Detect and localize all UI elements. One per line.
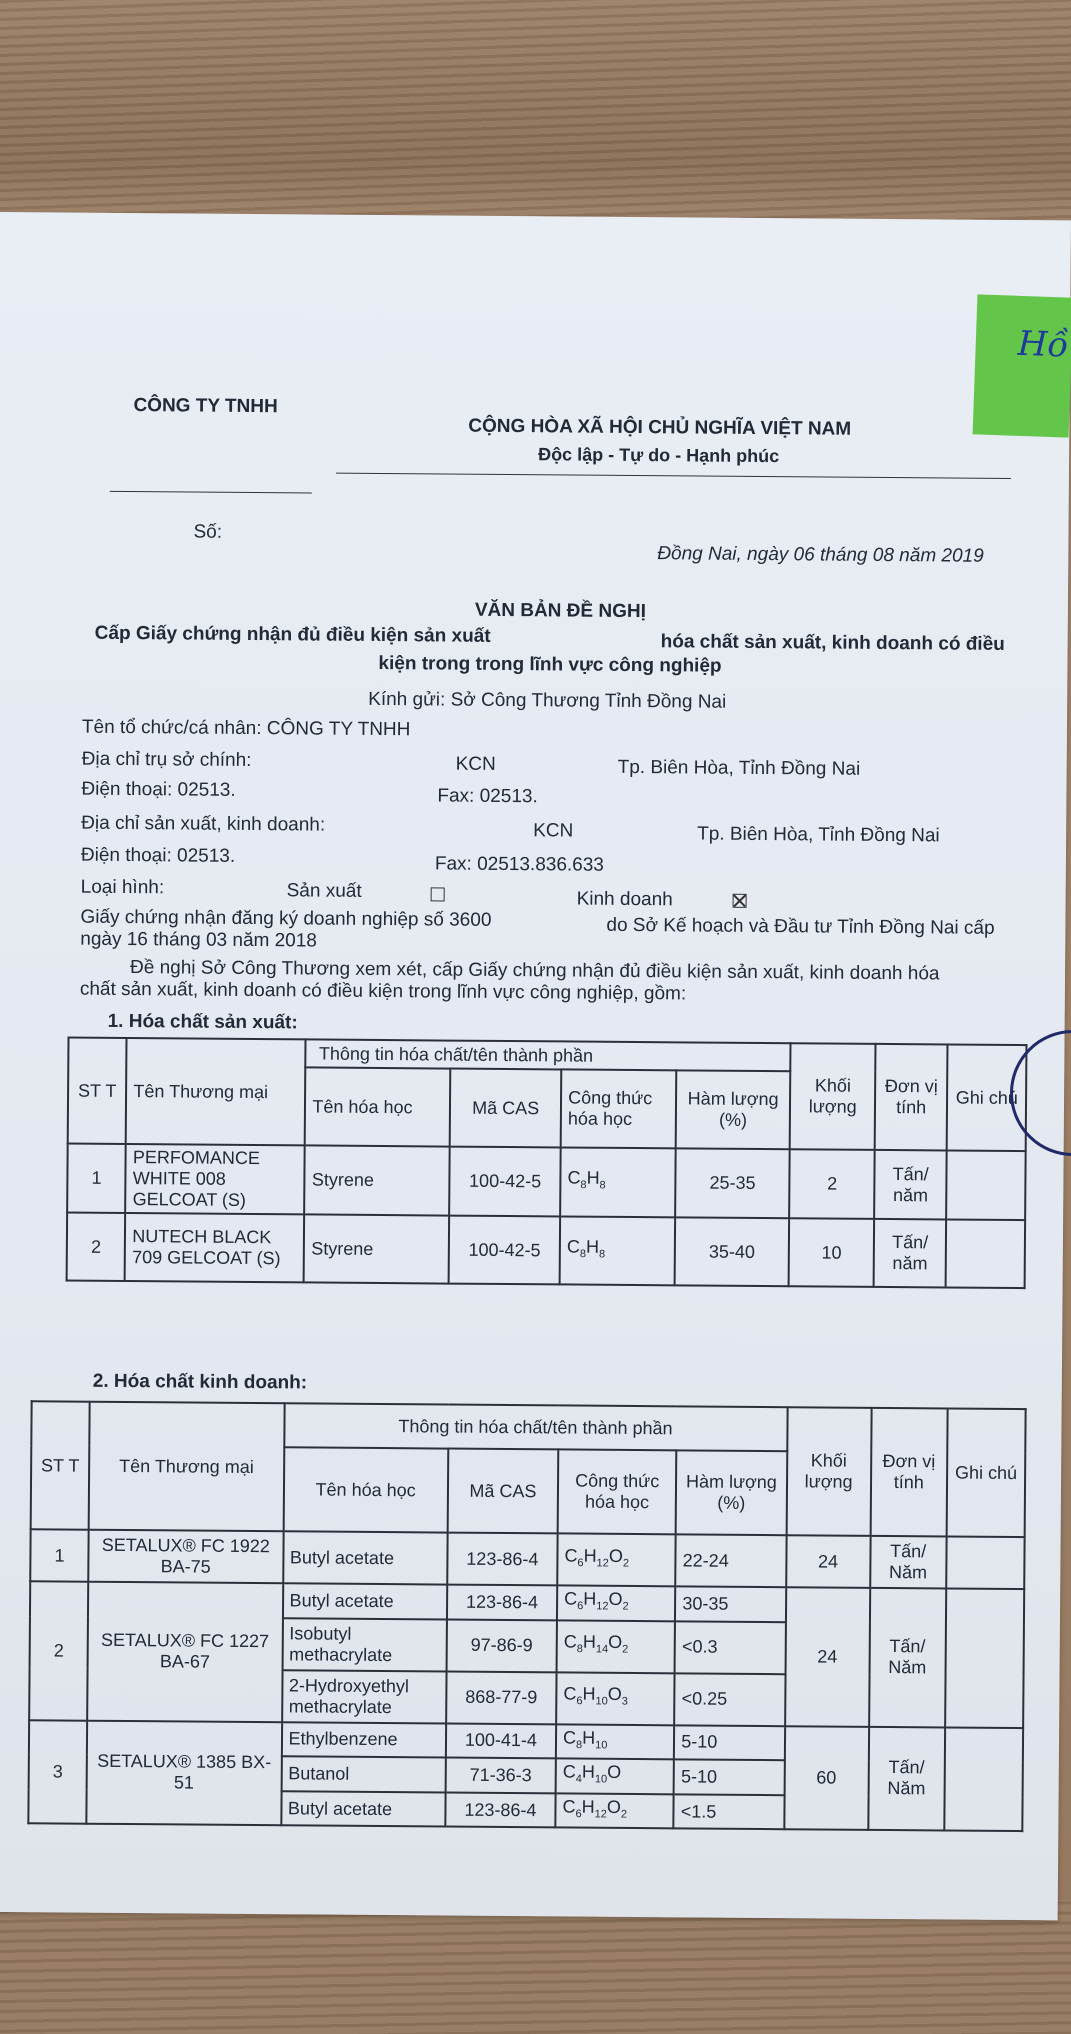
cell-trade-name: NUTECH BLACK 709 GELCOAT (S) — [125, 1213, 305, 1282]
registration-line1a: Giấy chứng nhận đăng ký doanh nghiệp số 3600 — [80, 906, 492, 931]
table-row — [30, 1581, 1024, 1623]
col-stt: ST T — [31, 1401, 90, 1529]
col-volume: Khối lượng — [790, 1043, 875, 1150]
subject-line2: kiện trong trong lĩnh vực công nghiệp — [378, 652, 722, 677]
cell-trade-name: SETALUX® FC 1227 BA-67 — [87, 1582, 282, 1722]
phone-1: Điện thoại: 02513. — [81, 778, 236, 801]
cell-formula: $C_6H_{10}O_3$ — [556, 1672, 675, 1725]
org-name: Tên tổ chức/cá nhân: CÔNG TY TNHH — [81, 716, 411, 741]
col-info-group: Thông tin hóa chất/tên thành phần — [284, 1403, 787, 1451]
fax-2: Fax: 02513.836.633 — [434, 853, 605, 876]
cell-content: 30-35 — [675, 1586, 785, 1621]
business-chemicals-table — [27, 1400, 1026, 1832]
cell-chem-name: Butyl acetate — [281, 1791, 446, 1827]
cell-content: 25-35 — [675, 1148, 790, 1218]
col-chem-name: Tên hóa học — [305, 1067, 451, 1146]
cell-stt: 1 — [30, 1529, 89, 1581]
cell-chem-name: Butyl acetate — [282, 1583, 447, 1619]
cell-formula: $C_8H_8$ — [560, 1216, 675, 1285]
cell-unit: Tấn/ năm — [874, 1150, 947, 1220]
cell-trade-name: SETALUX® FC 1922 BA-75 — [88, 1530, 283, 1584]
cell-formula: $C_6H_{12}O_2$ — [555, 1793, 674, 1829]
cell-volume: 24 — [786, 1535, 871, 1588]
subject-part2: hóa chất sản xuất, kinh doanh có điều — [660, 631, 1005, 655]
cell-formula: $C_6H_{12}O_2$ — [557, 1585, 676, 1621]
document-page — [0, 212, 1071, 1920]
cell-unit: Tấn/ năm — [874, 1219, 947, 1288]
cell-chem-name: Styrene — [305, 1145, 450, 1215]
cell-content: 22-24 — [676, 1534, 787, 1587]
business-type-label: Loại hình: — [80, 876, 165, 899]
hq-label: Địa chỉ trụ sở chính: — [81, 748, 252, 771]
cell-cas: 123-86-4 — [447, 1533, 558, 1586]
cell-cas: 123-86-4 — [447, 1585, 557, 1620]
cell-content: 5-10 — [674, 1725, 784, 1760]
place-date: Đồng Nai, ngày 06 tháng 08 năm 2019 — [657, 543, 984, 567]
cell-unit: Tấn/ Năm — [868, 1726, 945, 1830]
col-info-group: Thông tin hóa chất/tên thành phần — [306, 1039, 791, 1071]
cell-chem-name: Isobutyl methacrylate — [282, 1618, 447, 1671]
table-row — [29, 1720, 1023, 1762]
production-city: Tp. Biên Hòa, Tỉnh Đồng Nai — [697, 823, 940, 847]
cell-cas: 97-86-9 — [446, 1619, 557, 1672]
cell-cas: 100-41-4 — [446, 1723, 556, 1758]
type-production-label: Sản xuất — [286, 880, 362, 902]
cell-chem-name: Ethylbenzene — [281, 1722, 446, 1758]
cell-formula: $C_8H_{14}O_2$ — [557, 1620, 676, 1673]
col-content: Hàm lượng (%) — [676, 1450, 787, 1535]
cell-note — [944, 1727, 1023, 1831]
document-type: VĂN BẢN ĐỀ NGHỊ — [474, 599, 646, 623]
cell-volume: 10 — [789, 1218, 874, 1287]
cell-chem-name: Butyl acetate — [283, 1531, 448, 1584]
subject-part1: Cấp Giấy chứng nhận đủ điều kiện sản xuất — [94, 622, 491, 647]
motto-underline — [336, 473, 1011, 479]
motto: Độc lập - Tự do - Hạnh phúc — [538, 444, 780, 467]
col-formula: Công thức hóa học — [561, 1069, 676, 1148]
production-checkbox-icon — [431, 887, 445, 901]
recipient: Kính gửi: Sở Công Thương Tỉnh Đồng Nai — [368, 688, 727, 713]
cell-content: <0.3 — [675, 1621, 786, 1674]
cell-volume: 2 — [790, 1149, 875, 1219]
cell-content: <0.25 — [674, 1673, 785, 1726]
col-trade-name: Tên Thương mại — [126, 1038, 306, 1145]
cell-volume: 60 — [784, 1726, 869, 1830]
col-stt: ST T — [68, 1038, 127, 1144]
cell-content: 35-40 — [674, 1217, 789, 1286]
cell-chem-name: Butanol — [281, 1756, 446, 1792]
cell-cas: 100-42-5 — [450, 1147, 561, 1217]
company-underline — [110, 491, 312, 494]
col-content: Hàm lượng (%) — [675, 1070, 790, 1149]
sticky-note-text: Hồ — [1017, 323, 1069, 366]
registration-line1b: do Sở Kế hoạch và Đầu tư Tỉnh Đồng Nai cấp — [606, 914, 995, 939]
production-chemicals-table — [66, 1037, 1028, 1290]
cell-content: 5-10 — [674, 1760, 784, 1795]
company-name: CÔNG TY TNHH — [133, 395, 278, 418]
cell-note — [946, 1219, 1025, 1288]
col-chem-name: Tên hóa học — [283, 1447, 448, 1532]
type-business-label: Kinh doanh — [576, 888, 673, 911]
cell-formula: $C_8H_{10}$ — [556, 1724, 675, 1760]
fax-1: Fax: 02513. — [437, 785, 538, 808]
cell-stt: 3 — [28, 1720, 87, 1824]
table-row — [30, 1529, 1024, 1589]
table-row — [67, 1144, 1026, 1221]
business-checkbox-checked-icon — [733, 894, 747, 908]
cell-note — [947, 1150, 1026, 1220]
request-line2: chất sản xuất, kinh doanh có điều kiện trong lĩnh vực công nghiệp, gồm: — [79, 978, 687, 1005]
production-address-label: Địa chỉ sản xuất, kinh doanh: — [81, 812, 326, 836]
cell-content: <1.5 — [674, 1794, 784, 1829]
cell-note — [945, 1588, 1024, 1727]
cell-stt: 2 — [67, 1213, 126, 1281]
sticky-note — [973, 294, 1071, 437]
cell-cas: 868-77-9 — [446, 1671, 557, 1724]
col-formula: Công thức hóa học — [558, 1449, 677, 1534]
cell-formula: $C_4H_{10}O$ — [556, 1759, 675, 1795]
col-volume: Khối lượng — [786, 1407, 871, 1536]
phone-2: Điện thoại: 02513. — [80, 844, 236, 867]
col-trade-name: Tên Thương mại — [89, 1402, 284, 1532]
cell-chem-name: 2-Hydroxyethyl methacrylate — [282, 1670, 447, 1723]
cell-formula: $C_8H_8$ — [560, 1147, 675, 1217]
cell-cas: 123-86-4 — [445, 1792, 555, 1827]
hq-city: Tp. Biên Hòa, Tỉnh Đồng Nai — [617, 756, 861, 780]
cell-cas: 100-42-5 — [449, 1216, 560, 1285]
registration-line2: ngày 16 tháng 03 năm 2018 — [80, 928, 318, 952]
hq-kcn: KCN — [455, 753, 496, 775]
cell-cas: 71-36-3 — [445, 1758, 555, 1793]
number-label: Số: — [193, 521, 223, 543]
col-cas: Mã CAS — [450, 1069, 561, 1148]
cell-stt: 2 — [29, 1581, 88, 1720]
wood-grain-top — [0, 0, 1071, 240]
nation-title: CỘNG HÒA XÃ HỘI CHỦ NGHĨA VIỆT NAM — [468, 415, 852, 440]
cell-unit: Tấn/ Năm — [870, 1536, 947, 1589]
col-unit: Đơn vị tính — [875, 1044, 948, 1151]
request-line1: Đề nghị Sở Công Thương xem xét, cấp Giấy chứng nhận đủ điều kiện sản xuất, kinh doanh hóa — [129, 957, 940, 985]
cell-volume: 24 — [785, 1587, 870, 1726]
col-cas: Mã CAS — [447, 1449, 558, 1534]
cell-note — [946, 1536, 1025, 1589]
cell-formula: $C_6H_{12}O_2$ — [557, 1533, 676, 1586]
production-kcn: KCN — [533, 820, 574, 842]
section2-heading: 2. Hóa chất kinh doanh: — [92, 1370, 308, 1394]
cell-stt: 1 — [67, 1144, 126, 1213]
wood-grain-bottom — [0, 1900, 1071, 2034]
col-note: Ghi chú — [946, 1408, 1025, 1537]
cell-trade-name: SETALUX® 1385 BX-51 — [86, 1720, 281, 1825]
col-unit: Đơn vị tính — [870, 1408, 947, 1537]
section1-heading: 1. Hóa chất sản xuất: — [107, 1010, 298, 1034]
col-note: Ghi chú — [947, 1044, 1026, 1151]
table-row — [67, 1213, 1026, 1289]
cell-chem-name: Styrene — [304, 1214, 449, 1283]
cell-unit: Tấn/ Năm — [869, 1588, 946, 1727]
cell-trade-name: PERFOMANCE WHITE 008 GELCOAT (S) — [126, 1144, 306, 1214]
